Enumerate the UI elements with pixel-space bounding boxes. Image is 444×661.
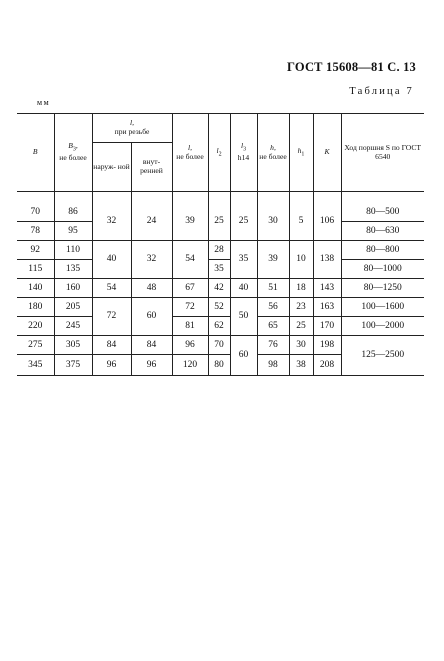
cell-l-outer: 84 (92, 336, 131, 355)
header-stroke: Ход поршня S по ГОСТ 6540 (341, 114, 424, 192)
cell-h1: 38 (289, 355, 313, 376)
cell-B3: 135 (54, 260, 92, 279)
cell-h1: 25 (289, 317, 313, 336)
cell-l: 96 (172, 336, 208, 355)
cell-h: 30 (257, 203, 289, 241)
table-row (17, 317, 424, 336)
cell-h1: 18 (289, 279, 313, 298)
cell-K: 138 (313, 241, 341, 279)
dimensions-table-wrap (17, 113, 424, 376)
cell-B: 275 (17, 336, 54, 355)
cell-h1: 23 (289, 298, 313, 317)
cell-l: 39 (172, 203, 208, 241)
cell-B: 140 (17, 279, 54, 298)
cell-B: 345 (17, 355, 54, 376)
cell-stroke: 80—800 (341, 241, 424, 260)
cell-l-outer: 40 (92, 241, 131, 279)
cell-B3: 245 (54, 317, 92, 336)
cell-l: 67 (172, 279, 208, 298)
table-row (17, 336, 424, 355)
cell-stroke: 125—2500 (341, 336, 424, 376)
cell-stroke: 80—630 (341, 222, 424, 241)
cell-h: 56 (257, 298, 289, 317)
cell-h1: 10 (289, 241, 313, 279)
cell-l3: 35 (230, 241, 257, 279)
cell-l2: 35 (208, 260, 230, 279)
cell-B3: 160 (54, 279, 92, 298)
cell-stroke: 100—2000 (341, 317, 424, 336)
page-header: ГОСТ 15608—81 С. 13 (287, 60, 416, 74)
cell-K: 208 (313, 355, 341, 376)
header-h: h, не более (257, 114, 289, 192)
cell-K: 170 (313, 317, 341, 336)
cell-B3: 305 (54, 336, 92, 355)
cell-B3: 205 (54, 298, 92, 317)
cell-l: 81 (172, 317, 208, 336)
cell-K: 163 (313, 298, 341, 317)
cell-h: 51 (257, 279, 289, 298)
cell-h1: 5 (289, 203, 313, 241)
cell-l: 54 (172, 241, 208, 279)
units-label: мм (37, 98, 51, 107)
cell-B: 78 (17, 222, 54, 241)
header-B3: $B_3$, не более (54, 114, 92, 192)
cell-l2: 62 (208, 317, 230, 336)
cell-l: 72 (172, 298, 208, 317)
cell-l2: 70 (208, 336, 230, 355)
cell-l-outer: 96 (92, 355, 131, 376)
cell-B: 70 (17, 203, 54, 222)
cell-l3: 60 (230, 336, 257, 376)
cell-l-inner: 96 (131, 355, 172, 376)
cell-B: 92 (17, 241, 54, 260)
cell-h: 39 (257, 241, 289, 279)
header-l-outer: наруж- ной (92, 143, 131, 192)
cell-B3: 375 (54, 355, 92, 376)
cell-l3: 40 (230, 279, 257, 298)
cell-l2: 42 (208, 279, 230, 298)
cell-l2: 25 (208, 203, 230, 241)
dimensions-table (17, 113, 424, 376)
cell-l-outer: 72 (92, 298, 131, 336)
cell-l-inner: 60 (131, 298, 172, 336)
cell-l: 120 (172, 355, 208, 376)
cell-l2: 80 (208, 355, 230, 376)
table-row (17, 279, 424, 298)
cell-l-inner: 32 (131, 241, 172, 279)
cell-l2: 52 (208, 298, 230, 317)
header-l3: $l_3$ h14 (230, 114, 257, 192)
cell-B: 115 (17, 260, 54, 279)
cell-l-outer: 54 (92, 279, 131, 298)
header-l2: $l_2$ (208, 114, 230, 192)
cell-B3: 86 (54, 203, 92, 222)
cell-h1: 30 (289, 336, 313, 355)
cell-l-inner: 84 (131, 336, 172, 355)
cell-stroke: 100—1600 (341, 298, 424, 317)
cell-l-inner: 48 (131, 279, 172, 298)
table-row (17, 241, 424, 260)
cell-K: 143 (313, 279, 341, 298)
header-K: K (313, 114, 341, 192)
header-h1: $h_1$ (289, 114, 313, 192)
cell-h: 98 (257, 355, 289, 376)
cell-l2: 28 (208, 241, 230, 260)
cell-B: 180 (17, 298, 54, 317)
cell-stroke: 80—1250 (341, 279, 424, 298)
cell-h: 76 (257, 336, 289, 355)
cell-h: 65 (257, 317, 289, 336)
table-row (17, 203, 424, 222)
cell-l3: 50 (230, 298, 257, 336)
cell-l-inner: 24 (131, 203, 172, 241)
cell-l3: 25 (230, 203, 257, 241)
cell-B: 220 (17, 317, 54, 336)
cell-l-outer: 32 (92, 203, 131, 241)
table-title: Таблица 7 (349, 86, 414, 97)
header-l-thread: l, при резьбе (92, 114, 172, 143)
cell-K: 106 (313, 203, 341, 241)
header-l-inner: внут- ренней (131, 143, 172, 192)
cell-B3: 110 (54, 241, 92, 260)
table-row (17, 298, 424, 317)
cell-B3: 95 (54, 222, 92, 241)
cell-stroke: 80—1000 (341, 260, 424, 279)
header-B: B (32, 147, 38, 157)
header-l: l, не более (172, 114, 208, 192)
table-row (17, 260, 424, 279)
cell-K: 198 (313, 336, 341, 355)
cell-stroke: 80—500 (341, 203, 424, 222)
